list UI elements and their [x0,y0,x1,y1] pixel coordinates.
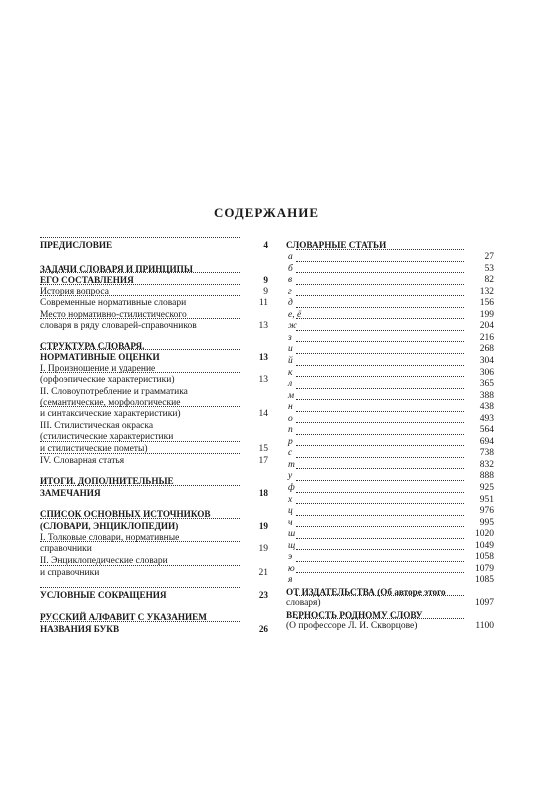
toc-page-number: 888 [479,471,494,482]
toc-letter: к [288,367,293,378]
leader-dots [296,549,464,550]
toc-letter: э [288,552,293,563]
leader-dots [40,237,240,238]
toc-entry-text: ПРЕДИСЛОВИЕ [40,240,113,250]
toc-letter: ж [288,321,297,332]
leader-dots [296,434,464,435]
toc-entry-text: словаря в ряду словарей-справочников [40,321,197,331]
toc-entry-text: II. Словоупотребление и грамматика [40,387,188,397]
toc-letter: б [288,263,293,274]
toc-page-number: 1079 [475,563,494,574]
toc-letter: н [288,402,293,413]
toc-page-number: 132 [479,286,494,297]
toc-entry-text: (стилистические характеристики [40,432,174,442]
toc-entry-text: УСЛОВНЫЕ СОКРАЩЕНИЯ [40,590,167,600]
leader-dots [40,441,240,442]
leader-dots [296,595,464,596]
leader-dots [40,518,240,519]
toc-page-number: 564 [479,425,494,436]
toc-entry-text: и справочники [40,568,100,578]
toc-letter: л [288,379,293,390]
leader-dots [296,284,464,285]
leader-dots [296,388,464,389]
toc-page-number: 17 [258,456,268,466]
toc-page-number: 19 [258,521,268,531]
toc-entry-text: РУССКИЙ АЛФАВИТ С УКАЗАНИЕМ [40,612,207,622]
toc-entry-text: ЗАМЕЧАНИЯ [40,488,101,498]
toc-page-number: 26 [258,624,268,634]
toc-page-number: 304 [479,355,494,366]
leader-dots [40,272,240,273]
toc-entry-text: ИТОГИ. ДОПОЛНИТЕЛЬНЫЕ [40,476,174,486]
toc-page-number: 738 [479,448,494,459]
leader-dots [296,480,464,481]
toc-page-number: 1097 [475,598,494,608]
toc-letter: ч [288,517,293,528]
leader-dots [296,261,464,262]
toc-letter: с [288,448,293,459]
leader-dots [296,411,464,412]
toc-page-number: 14 [258,409,268,419]
page-title: СОДЕРЖАНИЕ [213,205,320,220]
toc-page-number: 82 [484,275,494,286]
leader-dots [296,618,464,619]
leader-dots [296,272,464,273]
toc-entry-text: и синтаксические характеристики) [40,409,181,419]
toc-letter: я [288,575,293,586]
toc-page-number: 365 [479,379,494,390]
toc-entry-text: СПИСОК ОСНОВНЫХ ИСТОЧНИКОВ [40,509,211,519]
toc-page-number: 199 [479,309,494,320]
leader-dots [296,572,464,573]
leader-dots [296,503,464,504]
toc-letter: и [288,344,293,355]
toc-page-number: 11 [258,298,268,308]
toc-page-number: 13 [258,321,268,331]
leader-dots [296,318,464,319]
leader-dots [40,406,240,407]
toc-page-number: 15 [258,444,268,454]
toc-page-number: 438 [479,402,494,413]
toc-page-number: 1100 [475,621,494,631]
toc-letter: т [288,459,295,470]
toc-entry-text: II. Энциклопедические словари [40,556,168,566]
toc-letter: у [288,471,293,482]
toc-page-number: 694 [479,436,494,447]
toc-entry-text: НАЗВАНИЯ БУКВ [40,624,120,634]
leader-dots [40,284,240,285]
toc-page-number: 216 [479,332,494,343]
toc-page-number: 493 [479,413,494,424]
toc-letter: ф [288,483,295,493]
toc-letter: з [288,332,292,343]
leader-dots [40,485,240,486]
toc-entry-text: СЛОВАРНЫЕ СТАТЬИ [286,240,387,250]
toc-entry-text: IV. Словарная статья [40,456,125,466]
toc-letter: ц [288,506,293,517]
toc-page-number: 1058 [475,552,494,563]
toc-entry-text: Современные нормативные словари [40,298,187,308]
leader-dots [296,492,464,493]
toc-entry-text: ЗАДАЧИ СЛОВАРЯ И ПРИНЦИПЫ [40,264,193,274]
leader-dots [296,341,464,342]
toc-page-number: 1049 [475,540,494,551]
toc-entry-text: Место нормативно-стилистического [40,310,187,320]
toc-entry-text: I. Произношение и ударение [40,364,156,374]
toc-page-number: 9 [263,275,268,285]
toc-page-number: 13 [258,352,268,362]
toc-page-number: 832 [479,459,494,470]
toc-page-number: 18 [258,488,268,498]
toc-page-number: 388 [479,390,494,401]
toc-entry-text: История вопроса [40,287,109,297]
toc-letter: е, ё [288,309,302,320]
leader-dots [296,468,464,469]
toc-letter: ю [288,563,295,574]
toc-page-number: 306 [479,367,494,378]
leader-dots [40,565,240,566]
leader-dots [296,526,464,527]
toc-entry-text: III. Стилистическая окраска [40,421,154,431]
toc-entry-text: СТРУКТУРА СЛОВАРЯ. [40,341,145,351]
toc-entry-text: (СЛОВАРИ, ЭНЦИКЛОПЕДИИ) [40,521,179,531]
leader-dots [296,376,464,377]
toc-letter: п [288,425,293,436]
leader-dots [296,422,464,423]
toc-page-number: 204 [479,321,494,332]
toc-letter: щ [288,540,296,551]
toc-page-number: 4 [263,240,268,250]
toc-letter: в [288,275,293,286]
leader-dots [296,457,464,458]
leader-dots [40,587,240,588]
leader-dots [296,445,464,446]
toc-page-number: 995 [479,517,494,528]
toc-entry-text: и стилистические пометы) [40,444,148,454]
toc-entry-text: (орфоэпические характеристики) [40,375,175,385]
leader-dots [40,453,240,454]
toc-letter: ш [288,529,296,540]
leader-dots [296,249,464,250]
leader-dots [296,515,464,516]
leader-dots [296,307,464,308]
toc-page-number: 9 [263,287,268,297]
leader-dots [40,541,240,542]
toc-page-number: 951 [479,494,494,505]
toc-page-number: 1020 [475,529,494,540]
toc-page-number: 156 [479,298,494,309]
toc-letter: г [288,286,292,297]
toc-entry-text: ВЕРНОСТЬ РОДНОМУ СЛОВУ [286,610,423,620]
toc-page-number: 21 [258,568,268,578]
toc-letter: д [288,298,293,309]
toc-letter: й [288,355,293,366]
leader-dots [296,295,464,296]
toc-page-number: 13 [258,375,268,385]
leader-dots [296,353,464,354]
toc-page-number: 268 [479,344,494,355]
toc-page-number: 19 [258,544,268,554]
toc-page-number: 976 [479,506,494,517]
leader-dots [296,538,464,539]
toc-entry-text: ЕГО СОСТАВЛЕНИЯ [40,275,134,285]
toc-entry-text: НОРМАТИВНЫЕ ОЦЕНКИ [40,352,160,362]
leader-dots [40,621,240,622]
toc-letter: м [288,390,295,401]
toc-entry-text: (семантические, морфологические [40,398,181,408]
leader-dots [296,399,464,400]
leader-dots [40,295,240,296]
leader-dots [40,318,240,319]
leader-dots [40,349,240,350]
leader-dots [296,330,464,331]
toc-letter: о [288,413,293,424]
toc-entry-text: ОТ ИЗДАТЕЛЬСТВА (Об авторе этого [286,587,446,597]
toc-entry-text: справочники [40,544,92,554]
toc-letter: р [288,436,293,447]
leader-dots [296,561,464,562]
toc-letter: х [288,494,293,505]
toc-page-number: 1085 [475,575,494,586]
leader-dots [40,372,240,373]
toc-entry-text: словаря) [286,598,321,608]
toc-letter: а [288,252,293,262]
toc-entry-text: (О профессоре Л. И. Скворцове) [286,621,418,631]
toc-page-number: 925 [479,483,494,493]
toc-page-number: 23 [258,590,268,600]
toc-page-number: 53 [484,263,494,274]
leader-dots [296,365,464,366]
toc-entry-text: I. Толковые словари, нормативные [40,533,180,543]
toc-page-number: 27 [484,252,494,262]
